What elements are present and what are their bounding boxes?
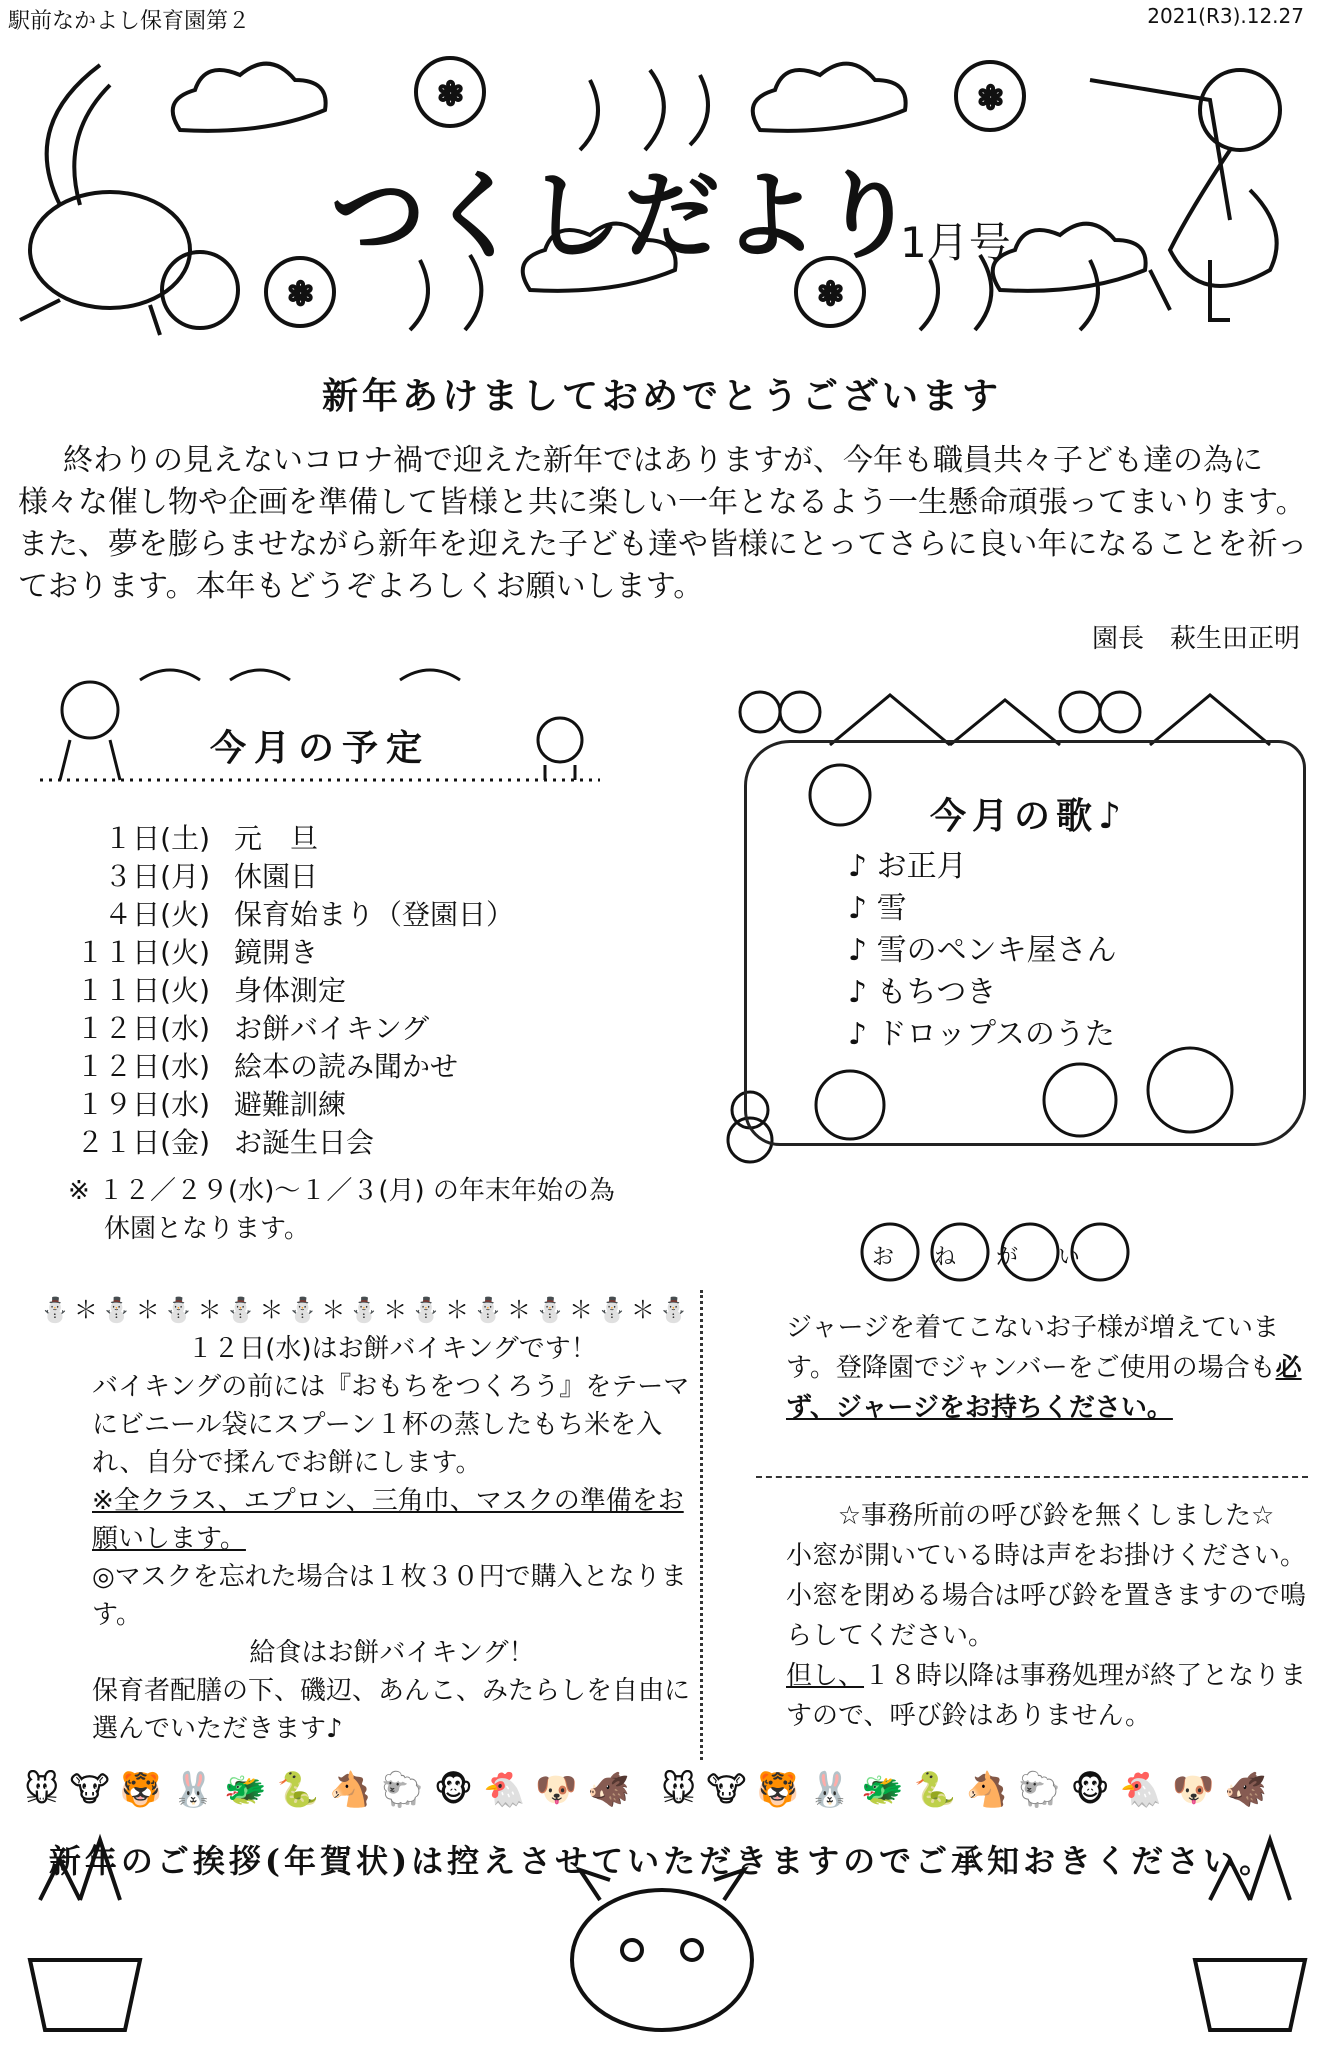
bell-heading: ☆事務所前の呼び鈴を無くしました☆ — [837, 1501, 1275, 1531]
holiday-note-line1: ※ １２／２９(水)～１／３(月) の年末年始の為 — [68, 1176, 615, 1206]
song-item: ♪ お正月 — [848, 849, 967, 884]
schedule-date: ３日(月) — [104, 860, 210, 893]
mochi-heading: １２日(水)はお餅バイキングです！ — [187, 1334, 597, 1364]
schedule-date: ４日(火) — [104, 898, 210, 931]
mochi-note-prepare: ※全クラス、エプロン、三角巾、マスクの準備をお願いします。 — [92, 1486, 684, 1554]
song-title: 今月の歌♪ — [930, 796, 1127, 837]
holiday-note-line2: 休園となります。 — [104, 1214, 310, 1244]
schedule-item — [60, 1010, 514, 1048]
schedule-title: 今月の予定 — [210, 728, 431, 769]
holiday-note — [68, 1172, 668, 1248]
svg-text:✻: ✻ — [818, 277, 844, 312]
song-item: ♪ 雪 — [848, 891, 907, 926]
turtle-illustration — [20, 65, 238, 335]
intro-text: 終わりの見えないコロナ禍で迎えた新年ではありますが、今年も職員共々子ども達の為に様々な催し物や企画を準備して皆様と共に楽しい一年となるよう一生懸命頑張ってまいります。また、夢を膨らませながら新年を迎えた子ども達や皆様にとってさらに良い年になることを祈っております。本年もどうぞよろしくお願いします。 — [18, 443, 1308, 604]
schedule-item — [60, 1124, 514, 1162]
kids-border — [700, 1290, 733, 1760]
jersey-text: ジャージを着てこないお子様が増えています。登降園でジャンバーをご使用の場合も — [786, 1313, 1279, 1383]
schedule-list — [60, 820, 514, 1162]
svg-text:✻: ✻ — [438, 77, 464, 112]
school-name: 駅前なかよし保育園第２ — [8, 9, 251, 34]
issue-date: 2021(R3).12.27 — [1147, 4, 1304, 28]
schedule-item — [60, 934, 514, 972]
schedule-date: １１日(火) — [76, 974, 210, 1007]
snowman-border: ⛄＊⛄＊⛄＊⛄＊⛄＊⛄＊⛄＊⛄＊⛄＊⛄＊⛄ — [40, 1296, 693, 1324]
svg-text:✻: ✻ — [288, 277, 314, 312]
song-item: ♪ 雪のペンキ屋さん — [848, 933, 1117, 968]
schedule-event: 休園日 — [234, 860, 319, 893]
schedule-event: 元 旦 — [234, 822, 319, 855]
schedule-date: １９日(水) — [76, 1088, 210, 1121]
tiger-illustration — [572, 1870, 752, 2030]
bell-notice — [786, 1496, 1324, 1736]
schedule-event: 身体測定 — [234, 974, 347, 1007]
lunch-body: 保育者配膳の下、磯辺、あんこ、みたらしを自由に選んでいただきます♪ — [92, 1676, 691, 1744]
svg-text:✻: ✻ — [978, 81, 1004, 116]
schedule-event: お誕生日会 — [234, 1126, 375, 1159]
onegai-sign: おねがい — [872, 1245, 1121, 1270]
schedule-item — [60, 1086, 514, 1124]
issue-number: 1月号 — [900, 218, 1011, 267]
new-year-card-notice: 新年のご挨拶(年賀状)は控えさせていただきますのでご承知おきください。 — [48, 1842, 1276, 1880]
song-item: ♪ ドロップスのうた — [848, 1017, 1115, 1052]
dashed-divider — [756, 1476, 1308, 1478]
schedule-date: １２日(水) — [76, 1050, 210, 1083]
new-year-greeting: 新年あけましておめでとうございます — [321, 375, 1002, 417]
principal-signature: 園長 萩生田正明 — [1091, 624, 1300, 654]
zodiac-animal-border: 🐭🐮🐯🐰🐲🐍🐴🐑🐵🐔🐶🐗 🐭🐮🐯🐰🐲🐍🐴🐑🐵🐔🐶🐗 — [24, 1770, 1277, 1810]
schedule-item — [60, 858, 514, 896]
schedule-event: お餅バイキング — [234, 1012, 430, 1045]
schedule-date: １１日(火) — [76, 936, 210, 969]
mochi-section — [92, 1330, 692, 1748]
schedule-event: 保育始まり（登園日） — [234, 898, 515, 931]
song-list — [848, 846, 1117, 1056]
mochi-body: バイキングの前には『おもちをつくろう』をテーマにビニール袋にスプーン１杯の蒸したもち米を入れ、自分で揉んでお餅にします。 — [92, 1372, 690, 1478]
bell-note-prefix: 但し、 — [786, 1661, 865, 1691]
schedule-event: 絵本の読み聞かせ — [234, 1050, 459, 1083]
schedule-date: １日(土) — [104, 822, 210, 855]
jersey-notice — [786, 1308, 1306, 1428]
bell-note: １８時以降は事務処理が終了となりますので、呼び鈴はありません。 — [786, 1661, 1307, 1731]
intro-message — [18, 440, 1318, 608]
newsletter-title: つくしだより — [330, 160, 918, 272]
jersey-emphasis: 必ず、ジャージをお持ちください。 — [786, 1353, 1302, 1423]
schedule-event: 鏡開き — [234, 936, 319, 969]
schedule-item — [60, 820, 514, 858]
schedule-date: ２１日(金) — [76, 1126, 210, 1159]
schedule-item — [60, 1048, 514, 1086]
schedule-item — [60, 972, 514, 1010]
schedule-item — [60, 896, 514, 934]
schedule-date: １２日(水) — [76, 1012, 210, 1045]
song-item: ♪ もちつき — [848, 975, 997, 1010]
mochi-note-mask: ◎マスクを忘れた場合は１枚３０円で購入となります。 — [92, 1562, 687, 1630]
crane-illustration — [1090, 70, 1280, 320]
lunch-heading: 給食はお餅バイキング！ — [249, 1638, 535, 1668]
bell-text: 小窓が開いている時は声をお掛けください。小窓を閉める場合は呼び鈴を置きますので鳴らしてください。 — [786, 1541, 1307, 1651]
schedule-event: 避難訓練 — [234, 1088, 347, 1121]
